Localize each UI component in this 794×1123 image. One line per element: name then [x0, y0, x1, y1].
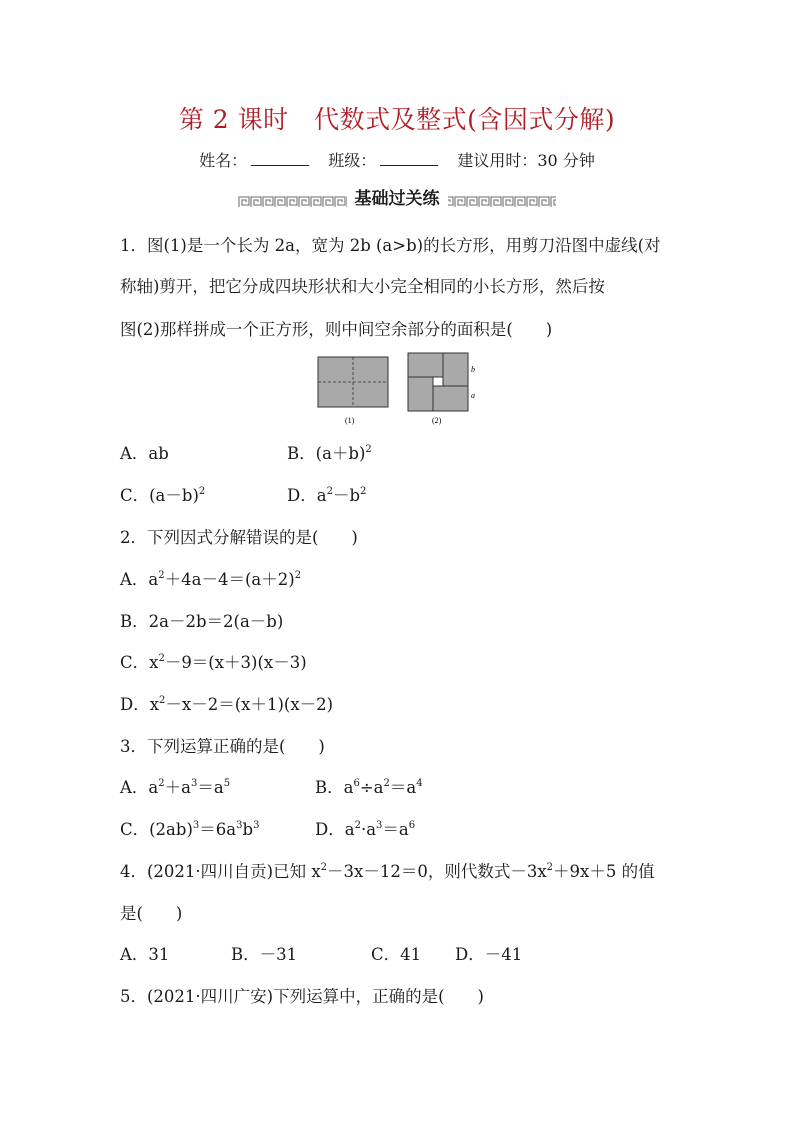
q1-option-d: D．$a^2-b^2$: [287, 486, 367, 505]
q5-stem: 5．(2021·四川广安)下列运算中，正确的是( ): [120, 987, 484, 1006]
time-label: 建议用时：30 分钟: [457, 151, 595, 170]
q1-option-a: A．ab: [120, 444, 169, 463]
q1-option-b: B．$(a+b)^2$: [287, 444, 372, 463]
q2-option-b: B．2a－2b＝2(a－b): [120, 612, 284, 631]
q4-option-d: D．－41: [455, 945, 523, 964]
q3-option-d: D．$a^2\cdot a^3=a^6$: [315, 820, 416, 839]
fig2-caption: (2): [432, 416, 442, 425]
fig-label-a: a: [471, 391, 475, 400]
section-banner: [238, 188, 556, 214]
class-label: 班级：: [328, 151, 377, 170]
q1-option-c: C．$(a-b)^2$: [120, 486, 206, 505]
q2-option-d: D．$x^2-x-2=(x+1)(x-2)$: [120, 695, 334, 714]
fig1-caption: (1): [345, 416, 355, 425]
name-blank: [251, 151, 309, 166]
section-title: 基础过关练: [347, 189, 448, 209]
q2-option-c: C．$x^2-9=(x+3)(x-3)$: [120, 653, 307, 672]
name-label: 姓名：: [199, 151, 248, 170]
q1-line2: 称轴)剪开，把它分成四块形状和大小完全相同的小长方形，然后按: [120, 277, 605, 296]
q2-option-a: A．$a^2+4a-4=(a+2)^2$: [120, 570, 302, 589]
page-title: 第 2 课时 代数式及整式(含因式分解): [178, 105, 616, 134]
q3-option-a: A．$a^2+a^3=a^5$: [120, 778, 231, 797]
q4-option-b: B．－31: [231, 945, 298, 964]
info-line: [0, 148, 794, 171]
q2-stem: 2．下列因式分解错误的是( ): [120, 528, 358, 547]
q4-line1: 4．(2021·四川自贡)已知 $x^2-3x-12=0$，则代数式$-3x^2+9x+5$ 的值: [120, 862, 655, 881]
q1-line1: 1．图(1)是一个长为 2a，宽为 2b (a>b)的长方形，用剪刀沿图中虚线(对: [120, 236, 661, 255]
q4-option-c: C．41: [371, 945, 422, 964]
q3-option-c: C．$(2ab)^3=6a^3b^3$: [120, 820, 260, 839]
fig-label-b: b: [471, 365, 475, 374]
q4-line2: 是( ): [120, 904, 183, 923]
q3-option-b: B．$a^6\div a^2=a^4$: [315, 778, 423, 797]
class-blank: [380, 151, 438, 166]
q1-figure: [316, 350, 486, 432]
q1-line3: 图(2)那样拼成一个正方形，则中间空余部分的面积是( ): [120, 320, 553, 339]
q3-stem: 3．下列运算正确的是( ): [120, 737, 325, 756]
rectangle-diagram: [316, 350, 486, 428]
q4-option-a: A．31: [120, 945, 170, 964]
